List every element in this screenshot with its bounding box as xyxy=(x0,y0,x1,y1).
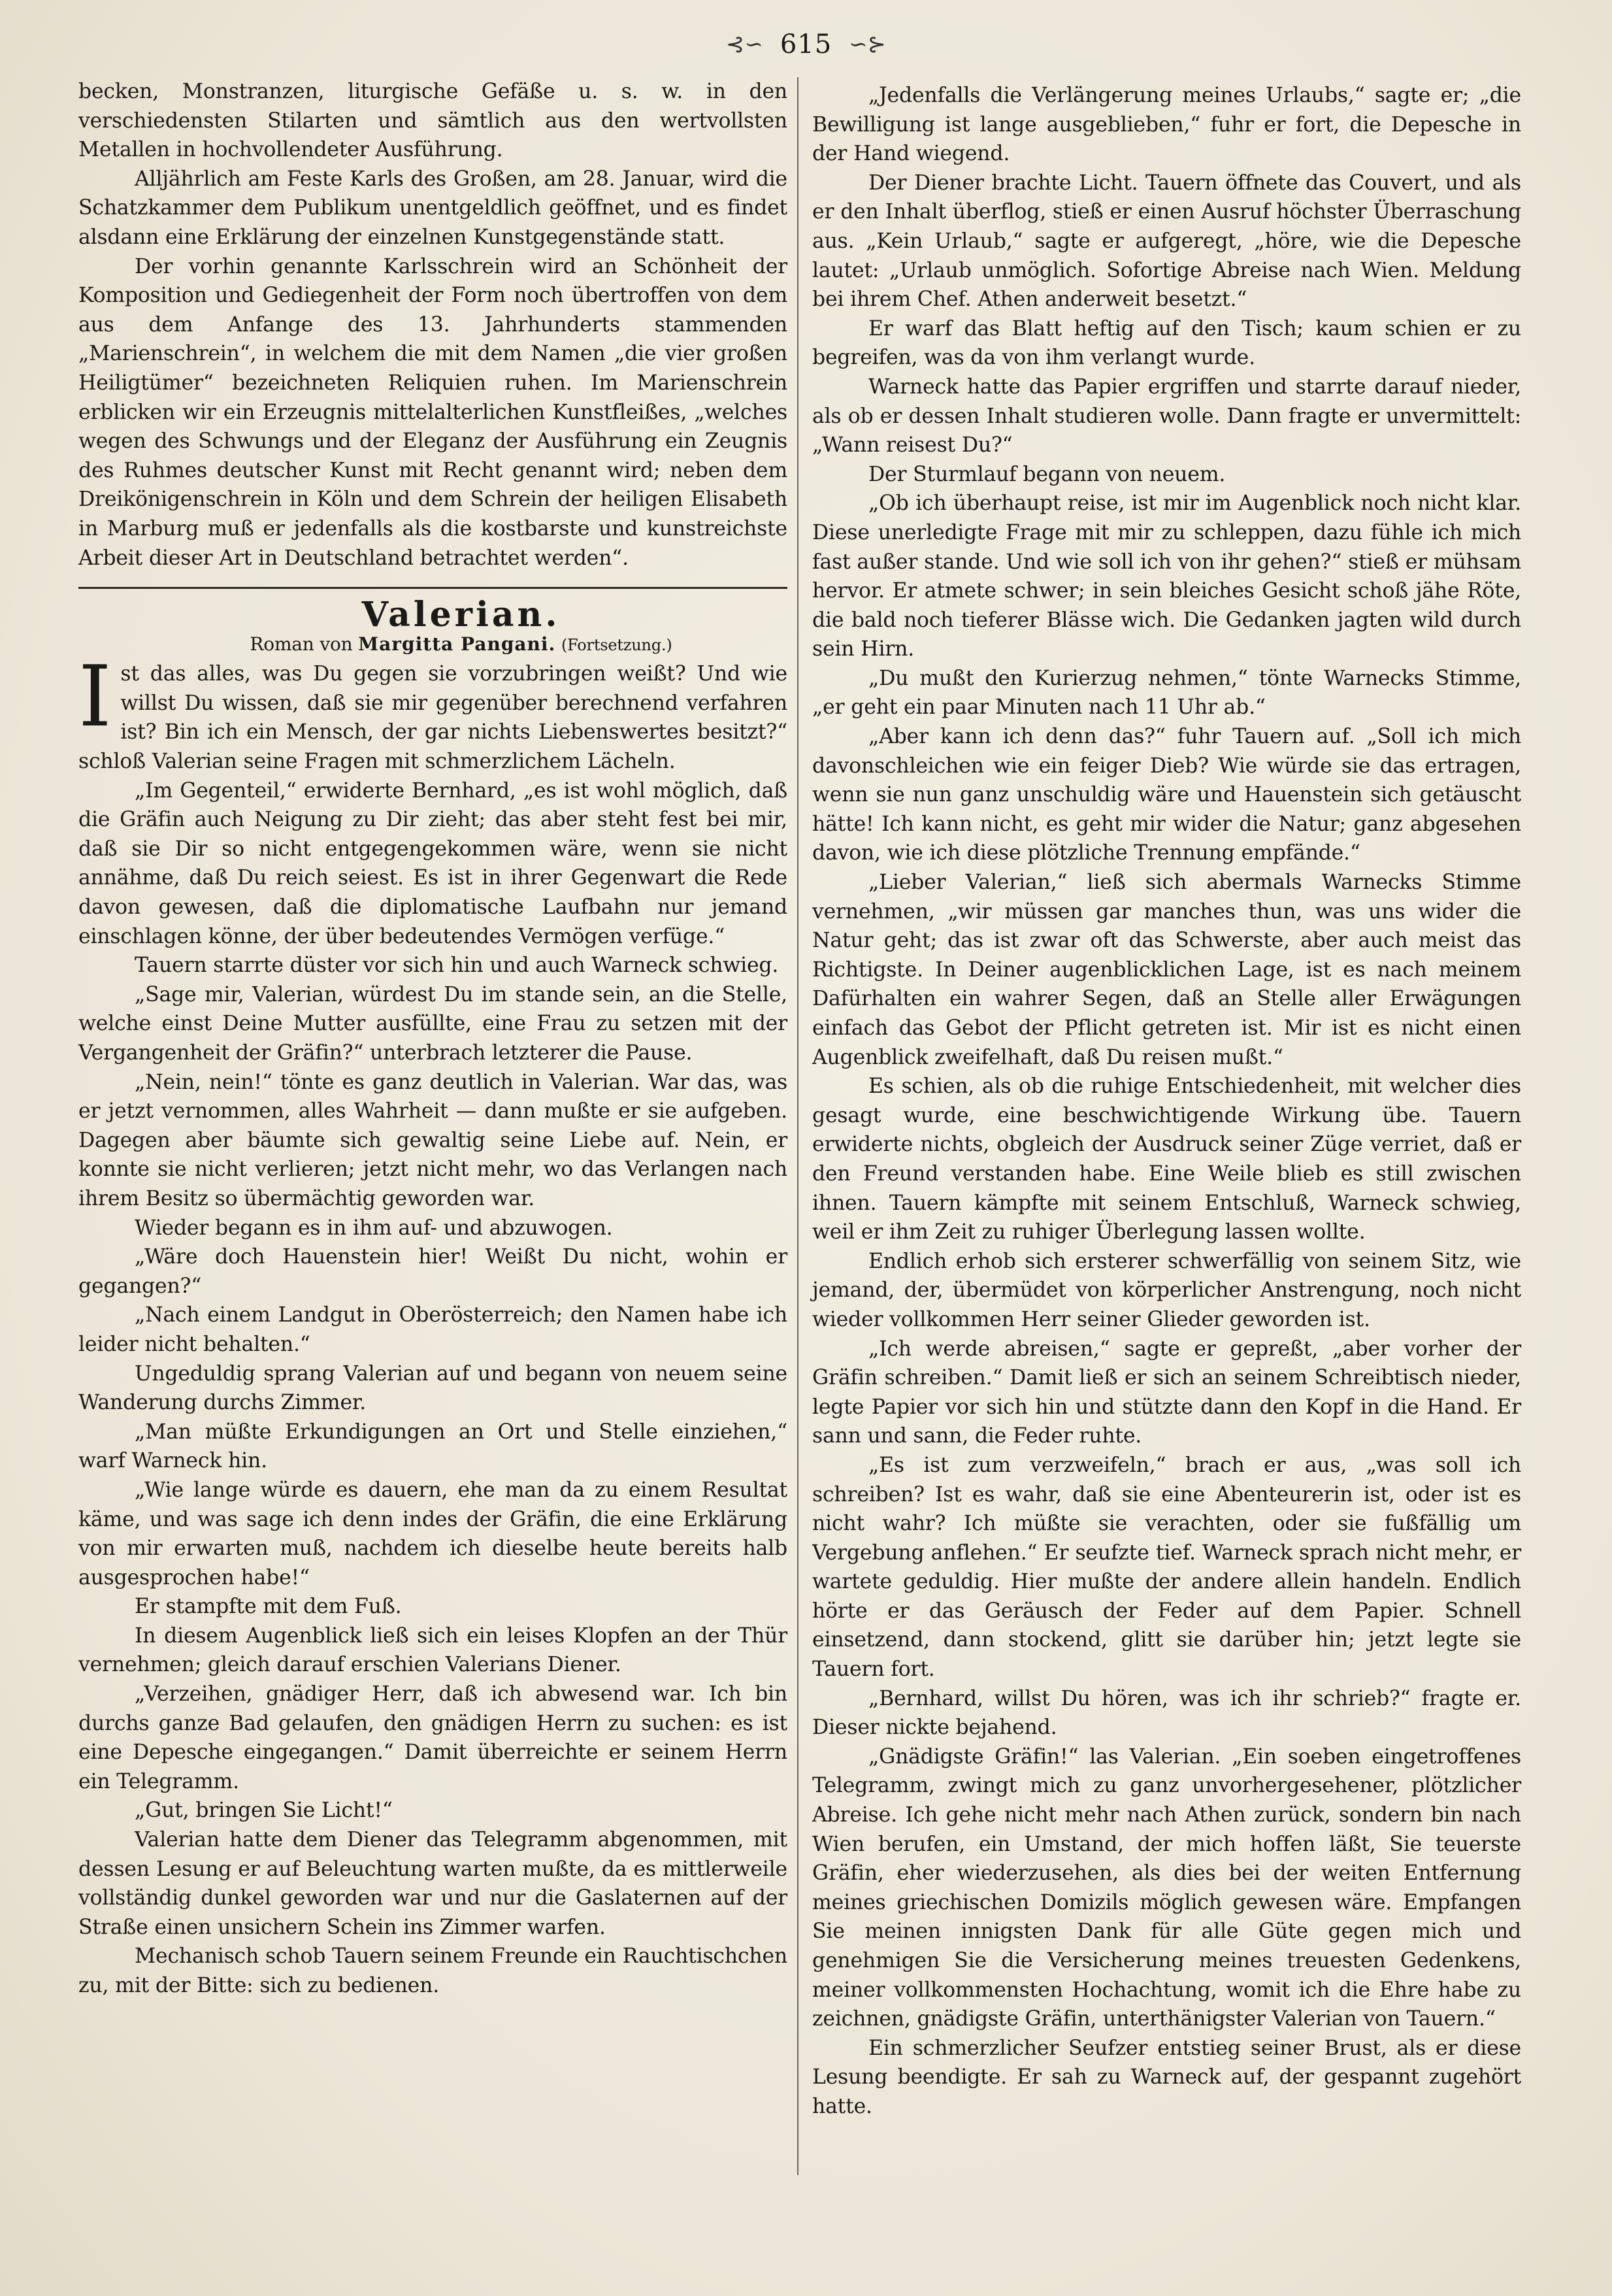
story-paragraph: „Jedenfalls die Verlängerung meines Urlaubs,“ sagte er; „die Bewilligung ist lange ausgeblieben,“ fuhr er fort, die Depesche in der Hand wiegend. xyxy=(812,84,1521,166)
drop-cap: I xyxy=(78,648,112,746)
story-paragraph: „Du mußt den Kurierzug nehmen,“ tönte Warnecks Stimme, „er geht ein paar Minuten nach 11 Uhr ab.“ xyxy=(812,666,1521,720)
story-paragraph: Endlich erhob sich ersterer schwerfällig von seinem Sitz, wie jemand, der, übermüdet von körperlicher Anstrengung, noch nicht wieder vollkommen Herr seiner Glieder geworden ist. xyxy=(812,1249,1521,1331)
story-paragraph: „Aber kann ich denn das?“ fuhr Tauern auf. „Soll ich mich davonschleichen wie ein feiger Dieb? Wie würde sie das ertragen, wenn sie nun ganz unschuldig wäre und Hauenstein sich getäuscht hätte! Ich kann nicht, es geht mir wider die Natur; ganz abgesehen davon, wie ich diese plötzliche Trennung empfände.“ xyxy=(812,725,1521,865)
page-header xyxy=(0,25,1612,64)
story-paragraph: „Lieber Valerian,“ ließ sich abermals Warnecks Stimme vernehmen, „wir müssen gar manches thun, was uns wider die Natur geht; das ist zwar oft das Schwerste, aber auch meist das Richtigste. In Deiner augenblicklichen Lage, ist es nach meinem Dafürhalten ein wahrer Segen, daß an Stelle aller Erwägungen einfach das Gebot der Pflicht getreten ist. Mir ist es nicht einen Augenblick zweifelhaft, daß Du reisen mußt.“ xyxy=(812,871,1521,1069)
byline-prefix: Roman von xyxy=(250,633,353,655)
right-ornament-icon: ∽⊱ xyxy=(849,31,887,58)
story-paragraph: „Wie lange würde es dauern, ehe man da zu einem Resultat käme, und was sage ich denn indes der Gräfin, die eine Erklärung von mir erwarten muß, nachdem ich dieselbe heute bereits halb ausgesprochen habe!“ xyxy=(78,1478,787,1589)
byline-suffix: (Fortsetzung.) xyxy=(561,635,672,654)
intro-paragraph: Der vorhin genannte Karlsschrein wird an Schönheit der Komposition und Gediegenheit der Form noch übertroffen von dem aus dem Anfange des 13. Jahrhunderts stammenden „Marienschrein“, in welchem die mit dem Namen „die vier großen Heiligtümer“ bezeichneten Reliquien ruhen. Im Marienschrein erblicken wir ein Erzeugnis mittelalterlichen Kunstfleißes, „welches wegen des Schwungs und der Eleganz der Ausführung ein Zeugnis des Ruhmes deutscher Kunst mit Recht genannt wird; neben dem Dreikönigenschrein in Köln und dem Schrein der heiligen Elisabeth in Marburg muß er jedenfalls als die kostbarste und kunstreichste Arbeit dieser Art in Deutschland betrachtet werden“. xyxy=(78,254,787,570)
story-paragraph: „Bernhard, willst Du hören, was ich ihr schrieb?“ fragte er. Dieser nickte bejahend. xyxy=(812,1686,1521,1740)
story-paragraph: „Nein, nein!“ tönte es ganz deutlich in Valerian. War das, was er jetzt vernommen, alles Wahrheit — dann mußte er sie aufgeben. Dagegen aber bäumte sich gewaltig seine Liebe auf. Nein, er konnte sie nicht verlieren; jetzt nicht mehr, wo das Verlangen nach ihrem Besitz so übermächtig geworden war. xyxy=(78,1070,787,1210)
story-paragraph: In diesem Augenblick ließ sich ein leises Klopfen an der Thür vernehmen; gleich darauf erschien Valerians Diener. xyxy=(78,1623,787,1677)
story-paragraph: „Man müßte Erkundigungen an Ort und Stelle einziehen,“ warf Warneck hin. xyxy=(78,1420,787,1473)
story-paragraph: Es schien, als ob die ruhige Entschiedenheit, mit welcher dies gesagt wurde, eine beschwichtigende Wirkung übe. Tauern erwiderte nichts, obgleich der Ausdruck seiner Züge verriet, daß er den Freund verstanden habe. Eine Weile blieb es still zwischen ihnen. Tauern kämpfte mit seinem Entschluß, Warneck schwieg, weil er ihm Zeit zu ruhiger Überlegung lassen wollte. xyxy=(812,1074,1521,1244)
story-paragraph: „Im Gegenteil,“ erwiderte Bernhard, „es ist wohl möglich, daß die Gräfin auch Neigung zu Dir zieht; das aber steht fest bei mir, daß sie Dir so nicht entgegengekommen wäre, wenn sie nicht annähme, daß Du reich seiest. Es ist in ihrer Gegenwart die Rede davon gewesen, daß die diplomatische Laufbahn nur jemand einschlagen könne, der über bedeutendes Vermögen verfüge.“ xyxy=(78,778,787,948)
story-paragraph: Wieder begann es in ihm auf- und abzuwogen. xyxy=(135,1216,613,1240)
intro-paragraph: becken, Monstranzen, liturgische Gefäße u. s. w. in den verschiedensten Stilarten und sämtlich aus den wertvollsten Metallen in hochvollendeter Ausführung. xyxy=(78,80,787,162)
story-paragraph: „Ich werde abreisen,“ sagte er gepreßt, „aber vorher der Gräfin schreiben.“ Damit ließ er sich an seinem Schreibtisch nieder, legte Papier vor sich hin und stützte dann den Kopf in die Hand. Er sann und sann, die Feder ruhte. xyxy=(812,1337,1521,1448)
left-column xyxy=(78,77,787,2001)
first-paragraph-text: st das alles, was Du gegen sie vorzubringen weißt? Und wie willst Du wissen, daß sie mir gegenüber berechnend verfahren ist? Bin ich ein Mensch, der gar nichts Liebenswertes besitzt?“ schloß Valerian seine Fragen mit schmerzlichem Lächeln. xyxy=(78,662,787,774)
story-paragraph: Ein schmerzlicher Seufzer entstieg seiner Brust, als er diese Lesung beendigte. Er sah zu Warneck auf, der gespannt zugehört hatte. xyxy=(812,2036,1521,2118)
page-number: 615 xyxy=(780,29,832,59)
story-paragraph: „Es ist zum verzweifeln,“ brach er aus, „was soll ich schreiben? Ist es wahr, daß sie eine Abenteurerin ist, oder ist es nicht wahr? Ich müßte sie verachten, oder sie fußfällig um Vergebung anflehen.“ Er seufzte tief. Warneck sprach nicht mehr, er wartete geduldig. Hier mußte der andere allein handeln. Endlich hörte er das Geräusch der Feder auf dem Papier. Schnell einsetzend, dann stockend, glitt sie darüber hin; jetzt legte sie Tauern fort. xyxy=(812,1453,1521,1682)
story-paragraph: „Wäre doch Hauenstein hier! Weißt Du nicht, wohin er gegangen?“ xyxy=(78,1245,787,1298)
story-paragraph: Tauern starrte düster vor sich hin und auch Warneck schwieg. xyxy=(135,954,779,978)
story-byline xyxy=(78,630,787,660)
right-column xyxy=(812,81,1521,2121)
story-paragraph: Der Diener brachte Licht. Tauern öffnete das Couvert, und als er den Inhalt überflog, stieß er einen Ausruf höchster Überraschung aus. „Kein Urlaub,“ sagte er aufgeregt, „höre, wie die Depesche lautet: „Urlaub unmöglich. Sofortige Abreise nach Wien. Meldung bei ihrem Chef. Athen anderweit besetzt.“ xyxy=(812,171,1521,312)
story-paragraph: „Gut, bringen Sie Licht!“ xyxy=(135,1799,393,1823)
story-paragraph: „Nach einem Landgut in Oberösterreich; den Namen habe ich leider nicht behalten.“ xyxy=(78,1303,787,1356)
story-paragraph: „Sage mir, Valerian, würdest Du im stande sein, an die Stelle, welche einst Deine Mutter ausfüllte, eine Frau zu setzen mit der Vergangenheit der Gräfin?“ unterbrach letzterer die Pause. xyxy=(78,982,787,1065)
intro-paragraph: Alljährlich am Feste Karls des Großen, am 28. Januar, wird die Schatzkammer dem Publikum unentgeldlich geöffnet, und es findet alsdann eine Erklärung der einzelnen Kunstgegenstände statt. xyxy=(78,167,787,249)
section-rule xyxy=(78,587,787,589)
story-paragraph: „Ob ich überhaupt reise, ist mir im Augenblick noch nicht klar. Diese unerledigte Frage mit mir zu schleppen, dazu fühle ich mich fast außer stande. Und wie soll ich von ihr gehen?“ stieß er mühsam hervor. Er atmete schwer; in sein bleiches Gesicht schoß jähe Röte, die bald noch tieferer Blässe wich. Die Gedanken jagten wild durch sein Hirn. xyxy=(812,491,1521,661)
left-ornament-icon: ⊰∽ xyxy=(725,31,763,58)
story-first-paragraph xyxy=(78,648,787,776)
story-paragraph: Er warf das Blatt heftig auf den Tisch; kaum schien er zu begreifen, was da von ihm verlangt wurde. xyxy=(812,316,1521,370)
story-paragraph: Valerian hatte dem Diener das Telegramm abgenommen, mit dessen Lesung er auf Beleuchtung warten mußte, da es mittlerweile vollständig dunkel geworden war und nur die Gaslaternen auf der Straße einen unsichern Schein ins Zimmer warfen. xyxy=(78,1828,787,1939)
column-divider xyxy=(797,77,798,2175)
story-paragraph: Der Sturmlauf begann von neuem. xyxy=(868,462,1226,486)
story-paragraph: Warneck hatte das Papier ergriffen und starrte darauf nieder, als ob er dessen Inhalt studieren wolle. Dann fragte er unvermittelt: „Wann reisest Du?“ xyxy=(812,374,1521,458)
story-paragraph: „Gnädigste Gräfin!“ las Valerian. „Ein soeben eingetroffenes Telegramm, zwingt mich zu ganz unvorhergesehener, plötzlicher Abreise. Ich gehe nicht mehr nach Athen zurück, sondern bin nach Wien berufen, ein Umstand, der mich hoffen läßt, Sie teuerste Gräfin, eher wiederzusehen, als dies bei der weiten Entfernung meines griechischen Domizils möglich gewesen wäre. Empfangen Sie meinen innigsten Dank für alle Güte gegen mich und genehmigen Sie die Versicherung meines treuesten Gedenkens, meiner vollkommensten Hochachtung, womit ich die Ehre habe zu zeichnen, gnädigste Gräfin, unterthänigster Valerian von Tauern.“ xyxy=(812,1744,1521,2031)
story-paragraph: Er stampfte mit dem Fuß. xyxy=(135,1595,402,1619)
story-title: Valerian. xyxy=(361,595,561,635)
story-paragraph: Mechanisch schob Tauern seinem Freunde ein Rauchtischchen zu, mit der Bitte: sich zu bedienen. xyxy=(78,1944,787,1997)
story-paragraph: Ungeduldig sprang Valerian auf und begann von neuem seine Wanderung durchs Zimmer. xyxy=(78,1361,787,1415)
byline-author: Margitta Pangani. xyxy=(358,633,556,655)
story-paragraph: „Verzeihen, gnädiger Herr, daß ich abwesend war. Ich bin durchs ganze Bad gelaufen, den gnädigen Herrn zu suchen: es ist eine Depesche eingegangen.“ Damit überreichte er seinem Herrn ein Telegramm. xyxy=(78,1682,787,1793)
